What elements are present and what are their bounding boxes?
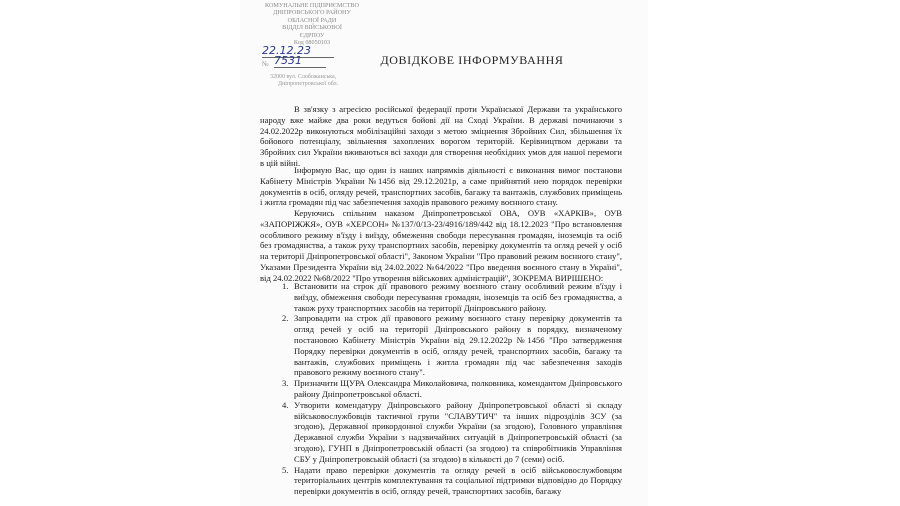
number-prefix: № (262, 60, 269, 68)
organization-code: Код 08050103 (293, 39, 331, 47)
letterhead-stamp (256, 2, 368, 46)
stamp-line: ВІДДІЛ ВІЙСЬКОВОЇ (282, 24, 342, 32)
list-item (260, 281, 622, 313)
list-item (260, 378, 622, 400)
item-text: Призначити ЩУРА Олександра Миколайовича, полковника, комендантом Дніпровського району Дніпропетровської області. (294, 378, 622, 399)
stamp-line: ЄДРПОУ (299, 31, 325, 39)
paragraph: Керуючись спільним наказом Дніпропетровської ОВА, ОУВ «ХАРКІВ», ОУВ «ЗАПОРІЖЖЯ», ОУВ «ХЕРСОН» №137/0/13-23/4916/189/442 від 18.12.2023 "Про встановлення особливого режиму в'їзду і виїзду, обмеження свободи пересування громадян, іноземців та осіб без громадянства, а також руху транспортних засобів, перевірку документів та огляд речей у осіб на території Дніпропетровської області", Законом України "Про правовий режим воєнного стану", Указами Президента України від 24.02.2022 №64/2022 "Про введення воєнного стану в Україні", від 24.02.2022 №68/2022 "Про утворення військових адміністрацій", ЗОКРЕМА ВИРІШЕНО: (260, 208, 622, 283)
list-item (260, 465, 622, 497)
item-number: 1. (282, 281, 289, 291)
item-number: 2. (282, 313, 289, 324)
stamp-line: ОБЛАСНОЇ РАДИ (287, 16, 337, 24)
decisions-list (260, 281, 622, 497)
item-text: Утворити комендатуру Дніпровського району Дніпропетровської області зі складу військовослужбовців тактичної групи "СЛАВУТИЧ" та інших підрозділів ЗСУ (за згодою), Державної прикордонної служби України (за згодою), Головного управління Державної служби України з надзвичайних ситуацій в Дніпропетровській області (за згодою), ГУНП в Дніпропетровській області (за згодою) та співробітників Управління СБУ у Дніпропетровській області (за згодою) в кількості до 7 (семи) осіб. (294, 399, 622, 464)
stamp-line: ДНІПРОВСЬКОГО РАЙОНУ (273, 9, 351, 17)
item-text: Запровадити на строк дії правового режиму воєнного стану перевірку документів та огляд речей у осіб на території Дніпровського району в порядку, визначеному постановою Кабінету Міністрів України від 29.12.2022р №1456 "Про затвердження Порядку перевірки документів в осіб, огляду речей, транспортних засобів, багажу та вантажів, службових приміщень і житла громадян під час забезпечення заходів правового режиму воєнного стану". (294, 313, 622, 378)
list-item (260, 313, 622, 378)
item-text: Встановити на строк дії правового режиму воєнного стану особливий режим в'їзду і виїзду, обмеження свободи пересування громадян, іноземців та осіб без громадянства, а також руху транспортних засобів на території Дніпровського району. (294, 281, 622, 313)
document-page (240, 0, 648, 506)
address-line: 32000 вул. Слобожанська, (270, 74, 337, 80)
paragraph: Інформую Вас, що один із наших напрямків діяльності є виконання вимог постанови Кабінету Міністрів України №1456 від 29.12.2021р, а саме прийнятий нею порядок перевірки документів в осіб, огляду речей, транспортних засобів, багажу та вантажів, службових приміщень і житла громадян під час забезпечення заходів правового режиму воєнного стану. (260, 165, 622, 208)
item-number: 5. (282, 464, 289, 475)
item-number: 3. (282, 378, 289, 389)
address-line: Дніпропетровської обл. (278, 81, 339, 87)
list-item (260, 400, 622, 465)
item-text: Надати право перевірки документів та огляду речей в осіб військовослужбовцям територіальних центрів комплектування та соціальної підтримки відповідно до Порядку перевірки документів в осіб, огляду речей, транспортних засобів, багажу (294, 464, 622, 497)
handwritten-date: 22.12.23 (262, 44, 334, 58)
stamp-line: КОМУНАЛЬНЕ ПІДПРИЄМСТВО (264, 2, 360, 9)
handwritten-number: 7531 (274, 54, 326, 68)
item-number: 4. (282, 399, 289, 410)
document-title: ДОВІДКОВЕ ІНФОРМУВАННЯ (380, 53, 564, 67)
paragraph: В зв'язку з агресією російської федерації проти Української Держави та українського народу вже майже два роки ведуться бойові дії на Сході України. В державі починаючи з 24.02.2022р виконуються мобілізаційні заходи з метою зміцнення Збройних Сил, збільшення їх бойового потенціалу, звільнення захоплених ворогом територій. Керівництвом держави та Збройних сил України вживаються всі заходи для створення необхідних умов для нашої перемоги в цій війні. (260, 104, 622, 168)
